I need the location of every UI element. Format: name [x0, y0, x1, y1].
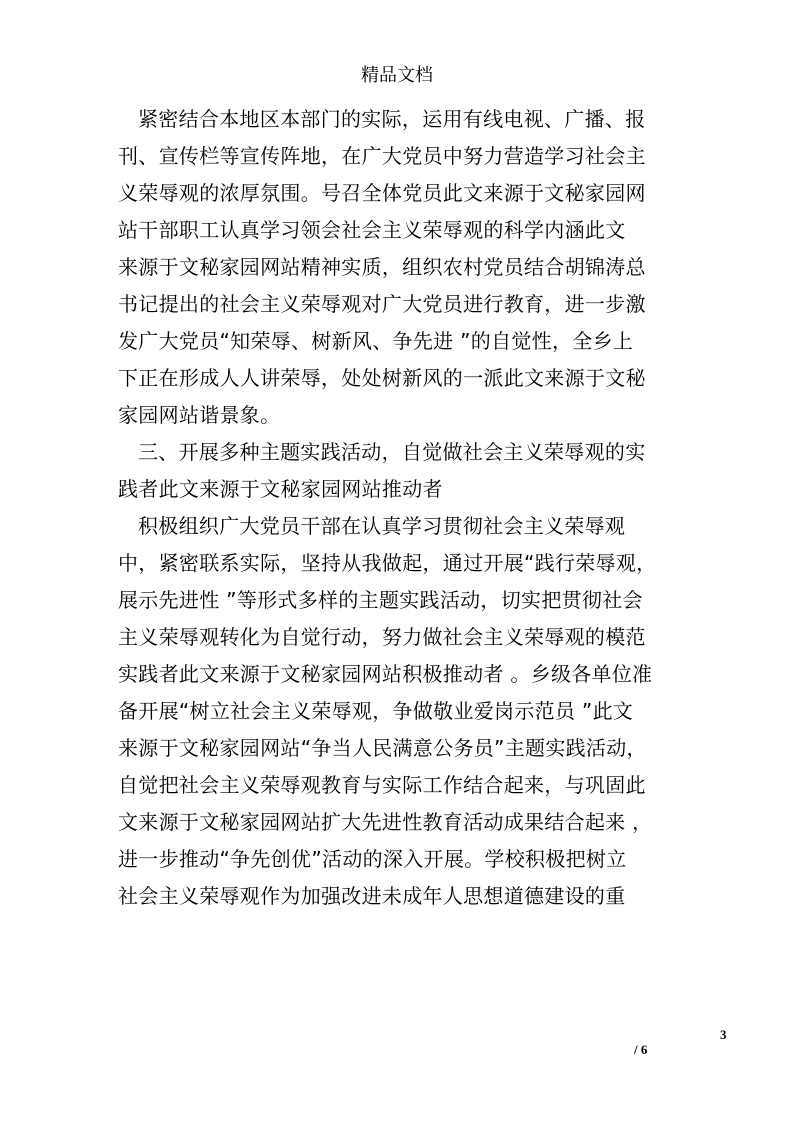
paragraph-line: 来源于文秘家园网站“争当人民满意公务员”主题实践活动， [118, 736, 647, 760]
paragraph-line: 自觉把社会主义荣辱观教育与实际工作结合起来，与巩固此 [118, 773, 646, 797]
section-heading-line: 三、开展多种主题实践活动，自觉做社会主义荣辱观的实 [138, 440, 646, 464]
paragraph-line: 刊、宣传栏等宣传阵地，在广大党员中努力营造学习社会主 [118, 144, 646, 168]
page-total: / 6 [634, 1042, 648, 1057]
paragraph-line: 实践者此文来源于文秘家园网站积极推动者 。乡级各单位准 [118, 662, 653, 686]
paragraph-line: 中，紧密联系实际，坚持从我做起，通过开展“践行荣辱观， [118, 551, 657, 575]
paragraph-line: 书记提出的社会主义荣辱观对广大党员进行教育，进一步激 [118, 292, 646, 316]
paragraph-line: 备开展“树立社会主义荣辱观，争做敬业爱岗示范员 ”此文 [118, 699, 634, 723]
paragraph-line: 来源于文秘家园网站精神实质，组织农村党员结合胡锦涛总 [118, 255, 646, 279]
paragraph-line: 紧密结合本地区本部门的实际，运用有线电视、广播、报 [138, 107, 646, 131]
paragraph-line: 社会主义荣辱观作为加强改进未成年人思想道德建设的重 [118, 884, 626, 908]
paragraph-line: 发广大党员“知荣辱、树新风、争先进 ”的自觉性，全乡上 [118, 329, 634, 353]
paragraph-line: 进一步推动“争先创优”活动的深入开展。学校积极把树立 [118, 847, 627, 871]
document-body [118, 101, 688, 915]
paragraph-line: 下正在形成人人讲荣辱，处处树新风的一派此文来源于文秘 [118, 366, 646, 390]
page-header-title: 精品文档 [361, 65, 433, 86]
paragraph-line: 义荣辱观的浓厚氛围。号召全体党员此文来源于文秘家园网 [118, 181, 646, 205]
paragraph-line: 积极组织广大党员干部在认真学习贯彻社会主义荣辱观 [138, 514, 626, 538]
paragraph-line: 家园网站谐景象。 [118, 403, 281, 427]
paragraph-line: 文来源于文秘家园网站扩大先进性教育活动成果结合起来 ， [118, 810, 653, 834]
paragraph-line: 展示先进性 ”等形式多样的主题实践活动，切实把贯彻社会 [118, 588, 643, 612]
page-number: 3 [720, 1027, 727, 1042]
paragraph-line: 主义荣辱观转化为自觉行动，努力做社会主义荣辱观的模范 [118, 625, 646, 649]
section-heading-line: 践者此文来源于文秘家园网站推动者 [118, 477, 443, 501]
paragraph-line: 站干部职工认真学习领会社会主义荣辱观的科学内涵此文 [118, 218, 626, 242]
